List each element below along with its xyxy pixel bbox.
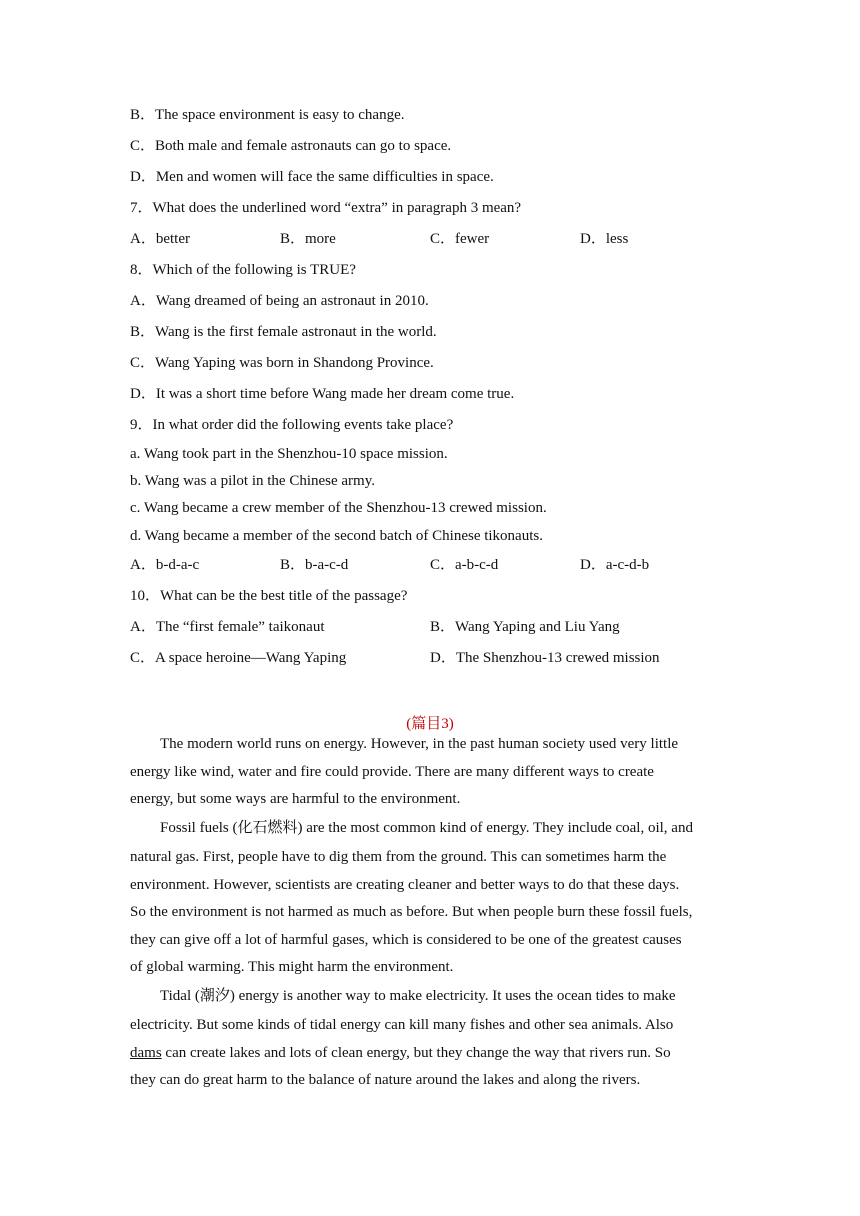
paragraph-3-line-2: electricity. But some kinds of tidal energy can kill many fishes and other sea animals. Also xyxy=(130,1017,674,1033)
q7-option-d: D．less xyxy=(580,231,629,247)
q8-option-c: C．Wang Yaping was born in Shandong Province. xyxy=(130,355,434,371)
q8-option-b: B．Wang is the first female astronaut in the world. xyxy=(130,324,437,340)
q7-option-b: B．more xyxy=(280,231,336,247)
q7-question: 7．What does the underlined word “extra” in paragraph 3 mean? xyxy=(130,200,522,216)
paragraph-2-line-5: they can give off a lot of harmful gases, which is considered to be one of the greatest causes xyxy=(130,932,682,948)
q10-option-d: D．The Shenzhou-13 crewed mission xyxy=(430,650,660,666)
q6-option-b: B．The space environment is easy to change. xyxy=(130,107,405,123)
q9-question: 9．In what order did the following events take place? xyxy=(130,417,454,433)
paragraph-2-line-3: environment. However, scientists are creating cleaner and better ways to do that these days. xyxy=(130,877,680,893)
paragraph-1-line-2: energy like wind, water and fire could provide. There are many different ways to create xyxy=(130,764,654,780)
q10-option-b: B．Wang Yaping and Liu Yang xyxy=(430,619,620,635)
q10-question: 10．What can be the best title of the passage? xyxy=(130,588,408,604)
q10-option-c: C．A space heroine—Wang Yaping xyxy=(130,650,347,666)
q9-event-b: b. Wang was a pilot in the Chinese army. xyxy=(130,473,375,489)
q6-option-c: C．Both male and female astronauts can go to space. xyxy=(130,138,452,154)
q9-option-d: D．a-c-d-b xyxy=(580,557,650,573)
paragraph-3-line-4: they can do great harm to the balance of nature around the lakes and along the rivers. xyxy=(130,1072,641,1088)
q9-event-a: a. Wang took part in the Shenzhou-10 space mission. xyxy=(130,446,448,462)
q6-option-d: D．Men and women will face the same difficulties in space. xyxy=(130,169,494,185)
q9-event-d: d. Wang became a member of the second batch of Chinese tikonauts. xyxy=(130,528,543,544)
q9-option-a: A．b-d-a-c xyxy=(130,557,200,573)
q8-question: 8．Which of the following is TRUE? xyxy=(130,262,356,278)
paragraph-1-line-1: The modern world runs on energy. However, in the past human society used very little xyxy=(160,736,679,752)
q7-option-a: A．better xyxy=(130,231,190,247)
q9-option-c: C．a-b-c-d xyxy=(430,557,499,573)
underlined-word-dams: dams xyxy=(130,1045,162,1061)
paragraph-3-line-3 xyxy=(130,1043,671,1063)
q8-option-d: D．It was a short time before Wang made her dream come true. xyxy=(130,386,515,402)
q9-option-b: B．b-a-c-d xyxy=(280,557,349,573)
q9-event-c: c. Wang became a crew member of the Shenzhou-13 crewed mission. xyxy=(130,500,547,516)
paragraph-1-line-3: energy, but some ways are harmful to the environment. xyxy=(130,791,461,807)
paragraph-2-line-6: of global warming. This might harm the environment. xyxy=(130,959,454,975)
paragraph-3-line-3-rest: can create lakes and lots of clean energy, but they change the way that rivers run. So xyxy=(161,1045,671,1061)
paragraph-2-line-1: Fossil fuels (化石燃料) are the most common kind of energy. They include coal, oil, and xyxy=(160,820,693,836)
paragraph-2-line-2: natural gas. First, people have to dig them from the ground. This can sometimes harm the xyxy=(130,849,667,865)
q8-option-a: A．Wang dreamed of being an astronaut in 2010. xyxy=(130,293,429,309)
section-title: (篇目3) xyxy=(406,716,454,732)
paragraph-3-line-1: Tidal (潮汐) energy is another way to make electricity. It uses the ocean tides to make xyxy=(160,988,676,1004)
q10-option-a: A．The “first female” taikonaut xyxy=(130,619,325,635)
paragraph-2-line-4: So the environment is not harmed as much as before. But when people burn these fossil fuels, xyxy=(130,904,693,920)
q7-option-c: C．fewer xyxy=(430,231,490,247)
